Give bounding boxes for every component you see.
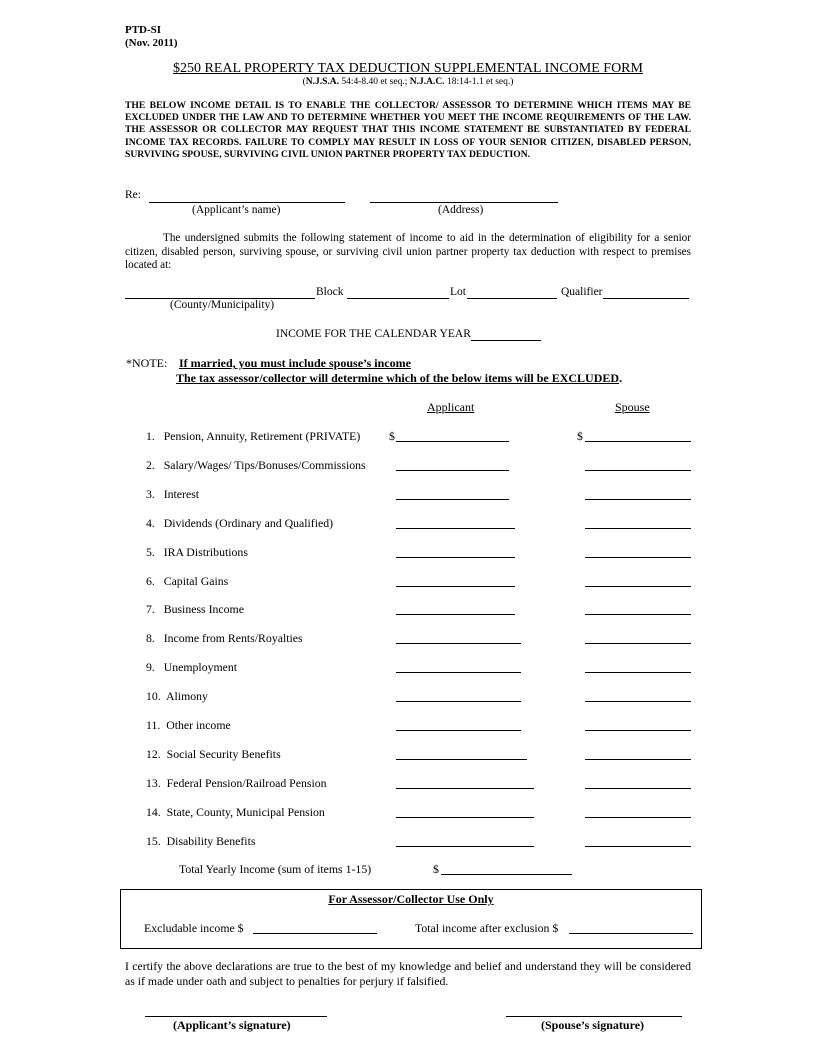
- income-item-label: 14. State, County, Municipal Pension: [146, 805, 325, 819]
- income-year-label: INCOME FOR THE CALENDAR YEAR: [276, 328, 471, 340]
- applicant-income-field[interactable]: [396, 631, 521, 644]
- form-revision: (Nov. 2011): [125, 37, 178, 49]
- total-label: Total Yearly Income (sum of items 1-15): [179, 862, 372, 876]
- applicant-income-field[interactable]: [396, 718, 521, 731]
- note-prefix: *NOTE:: [126, 356, 168, 370]
- spouse-column-header: Spouse: [615, 400, 650, 414]
- spouse-income-field[interactable]: [585, 602, 691, 615]
- applicant-income-field[interactable]: [396, 776, 534, 789]
- total-after-exclusion-field[interactable]: [569, 921, 693, 934]
- county-municipality-field[interactable]: [125, 286, 315, 299]
- form-title: $250 REAL PROPERTY TAX DEDUCTION SUPPLEMENTAL INCOME FORM: [173, 61, 643, 76]
- total-after-exclusion-label: Total income after exclusion $: [415, 921, 559, 935]
- block-label: Block: [316, 286, 344, 298]
- block-field[interactable]: [347, 286, 449, 299]
- applicant-income-field[interactable]: [396, 834, 534, 847]
- qualifier-field[interactable]: [603, 286, 689, 299]
- spouse-income-field[interactable]: [585, 516, 691, 529]
- income-item-label: 7. Business Income: [146, 602, 244, 616]
- income-year-field[interactable]: [471, 328, 541, 341]
- statement-paragraph: The undersigned submits the following statement of income to aid in the determination of eligibility for a senior citizen, disabled person, surviving spouse, or surviving civil union partner property tax deduction with respect to premises located at:: [125, 232, 691, 271]
- spouse-income-field[interactable]: [585, 574, 691, 587]
- income-item-label: 13. Federal Pension/Railroad Pension: [146, 776, 327, 790]
- applicant-name-caption: (Applicant’s name): [192, 204, 281, 216]
- statute-njac: N.J.A.C.: [409, 77, 445, 87]
- income-item-label: 1. Pension, Annuity, Retirement (PRIVATE): [146, 429, 361, 443]
- applicant-income-field[interactable]: [396, 805, 534, 818]
- applicant-currency-symbol: $: [389, 429, 395, 443]
- applicant-column-header: Applicant: [427, 400, 475, 414]
- assessor-box: [120, 889, 702, 949]
- note-line-1: If married, you must include spouse’s income: [179, 356, 411, 370]
- applicant-income-field[interactable]: [396, 660, 521, 673]
- income-item-label: 6. Capital Gains: [146, 574, 229, 588]
- spouse-income-field[interactable]: [585, 487, 691, 500]
- spouse-signature-field[interactable]: [506, 1016, 682, 1017]
- spouse-income-field[interactable]: [585, 545, 691, 558]
- spouse-income-field[interactable]: [585, 429, 691, 442]
- applicant-income-field[interactable]: [396, 458, 509, 471]
- form-code-block: [125, 24, 178, 50]
- applicant-income-field[interactable]: [396, 689, 521, 702]
- income-item-label: 10. Alimony: [146, 689, 208, 703]
- excludable-income-label: Excludable income $: [144, 921, 244, 935]
- lot-label: Lot: [450, 286, 466, 298]
- spouse-income-field[interactable]: [585, 458, 691, 471]
- spouse-income-field[interactable]: [585, 834, 691, 847]
- spouse-income-field[interactable]: [585, 631, 691, 644]
- warning-paragraph: THE BELOW INCOME DETAIL IS TO ENABLE THE COLLECTOR/ ASSESSOR TO DETERMINE WHICH ITEMS MAY BE EXCLUDED UNDER THE LAW AND TO DETERMINE WHETHER YOU MEET THE INCOME REQUIREMENTS OF THE LAW. THE ASSESSOR OR COLLECTOR MAY REQUEST THAT THIS INCOME STATEMENT BE SUBSTANTIATED BY FEDERAL INCOME TAX RECORDS. FAILURE TO COMPLY MAY RESULT IN LOSS OF YOUR SENIOR CITIZEN, DISABLED PERSON, SURVIVING SPOUSE, SURVIVING CIVIL UNION PARTNER PROPERTY TAX DEDUCTION.: [125, 100, 691, 160]
- income-item-label: 9. Unemployment: [146, 660, 238, 674]
- statute-reference: (N.J.S.A. 54:4-8.40 et seq.; N.J.A.C. 18:14-1.1 et seq.): [302, 77, 514, 87]
- spouse-currency-symbol: $: [577, 429, 583, 443]
- income-item-label: 5. IRA Distributions: [146, 545, 248, 559]
- applicant-income-field[interactable]: [396, 545, 515, 558]
- applicant-income-field[interactable]: [396, 516, 515, 529]
- applicant-income-field[interactable]: [396, 747, 527, 760]
- note-line-2: The tax assessor/collector will determine which of the below items will be EXCLUDED.: [176, 371, 623, 385]
- income-item-label: 11. Other income: [146, 718, 231, 732]
- applicant-income-field[interactable]: [396, 429, 509, 442]
- spouse-income-field[interactable]: [585, 776, 691, 789]
- income-item-label: 15. Disability Benefits: [146, 834, 256, 848]
- total-field[interactable]: [441, 862, 572, 875]
- applicant-name-field[interactable]: [149, 190, 345, 203]
- address-caption: (Address): [438, 204, 484, 216]
- county-caption: (County/Municipality): [170, 299, 275, 311]
- spouse-income-field[interactable]: [585, 805, 691, 818]
- spouse-income-field[interactable]: [585, 689, 691, 702]
- excludable-income-field[interactable]: [253, 921, 377, 934]
- lot-field[interactable]: [467, 286, 557, 299]
- applicant-income-field[interactable]: [396, 574, 515, 587]
- applicant-signature-caption: (Applicant’s signature): [173, 1018, 291, 1032]
- spouse-signature-caption: (Spouse’s signature): [541, 1018, 645, 1032]
- spouse-income-field[interactable]: [585, 747, 691, 760]
- income-item-label: 12. Social Security Benefits: [146, 747, 281, 761]
- applicant-income-field[interactable]: [396, 487, 509, 500]
- assessor-box-title: For Assessor/Collector Use Only: [328, 892, 494, 906]
- income-item-label: 8. Income from Rents/Royalties: [146, 631, 303, 645]
- certification-paragraph: I certify the above declarations are true to the best of my knowledge and belief and understand they will be considered as if made under oath and subject to penalties for perjury if falsified.: [125, 959, 691, 988]
- statute-njsa: N.J.S.A.: [305, 77, 339, 87]
- income-item-label: 4. Dividends (Ordinary and Qualified): [146, 516, 334, 530]
- spouse-income-field[interactable]: [585, 660, 691, 673]
- spouse-income-field[interactable]: [585, 718, 691, 731]
- re-label: Re:: [125, 189, 141, 201]
- qualifier-label: Qualifier: [561, 286, 603, 298]
- applicant-signature-field[interactable]: [145, 1016, 327, 1017]
- applicant-income-field[interactable]: [396, 602, 515, 615]
- total-currency: $: [433, 862, 439, 876]
- address-field[interactable]: [370, 190, 558, 203]
- income-item-label: 2. Salary/Wages/ Tips/Bonuses/Commissions: [146, 458, 366, 472]
- form-code: PTD-SI: [125, 24, 162, 36]
- income-item-label: 3. Interest: [146, 487, 200, 501]
